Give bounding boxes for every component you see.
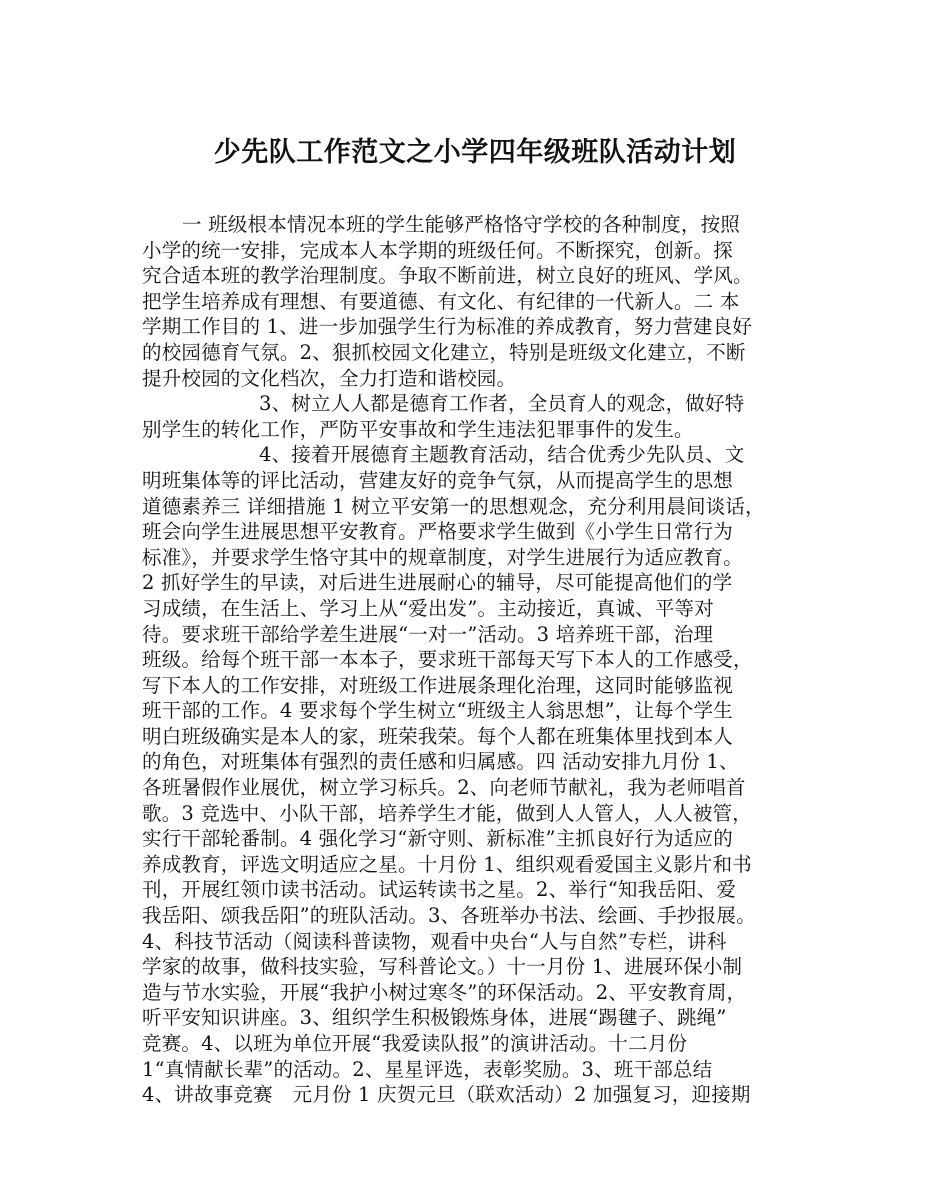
text-line: 学家的故事，做科技实验，写科普论文。）十一月份 1、进展环保小制 bbox=[142, 955, 743, 979]
text-line: 2 抓好学生的早读，对后进生进展耐心的辅导，尽可能提高他们的学 bbox=[142, 571, 733, 595]
text-line: 4、接着开展德育主题教育活动，结合优秀少先队员、文 bbox=[259, 443, 745, 467]
text-line: 把学生培养成有理想、有要道德、有文化、有纪律的一代新人。二 本 bbox=[142, 289, 740, 313]
text-line: 3、树立人人都是德育工作者，全员育人的观念，做好特 bbox=[259, 392, 745, 416]
text-line: 道德素养三 详细措施 1 树立平安第一的思想观念，充分利用晨间谈话， bbox=[142, 494, 765, 518]
text-line: 的校园德育气氛。2、狠抓校园文化建立，特别是班级文化建立，不断 bbox=[142, 340, 746, 364]
text-line: 写下本人的工作安排，对班级工作进展条理化治理，这同时能够监视 bbox=[142, 673, 734, 697]
text-line: 的角色，对班集体有强烈的责任感和归属感。四 活动安排九月份 1、 bbox=[142, 750, 739, 774]
text-line: 造与节水实验，开展“我护小树过寒冬”的环保活动。2、平安教育周， bbox=[142, 980, 747, 1004]
text-line: 明班集体等的评比活动，营建友好的竞争气氛，从而提高学生的思想 bbox=[142, 468, 734, 492]
text-line: 刊，开展红领巾读书活动。试运转读书之星。2、举行“知我岳阳、爱 bbox=[142, 878, 737, 902]
text-line: 标准》，并要求学生恪守其中的规章制度，对学生进展行为适应教育。 bbox=[142, 545, 743, 569]
text-line: 班级。给每个班干部一本本子，要求班干部每天写下本人的工作感受， bbox=[142, 648, 753, 672]
text-line: 别学生的转化工作，严防平安事故和学生违法犯罪事件的发生。 bbox=[142, 417, 694, 441]
text-line: 待。要求班干部给学差生进展“一对一”活动。3 培养班干部，治理 bbox=[142, 622, 714, 646]
text-line: 班干部的工作。4 要求每个学生树立“班级主人翁思想”，让每个学生 bbox=[142, 699, 733, 723]
text-line: 班会向学生进展思想平安教育。严格要求学生做到《小学生日常行为 bbox=[142, 520, 734, 544]
text-line: 学期工作目的 1、进一步加强学生行为标准的养成教育，努力营建良好 bbox=[142, 315, 753, 339]
text-line: 明白班级确实是本人的家，班荣我荣。每个人都在班集体里找到本人 bbox=[142, 724, 734, 748]
document-title: 少先队工作范文之小学四年级班队活动计划 bbox=[213, 137, 737, 168]
text-line: 4、讲故事竞赛 元月份 1 庆贺元旦（联欢活动）2 加强复习，迎接期 bbox=[142, 1083, 751, 1107]
text-line: 习成绩，在生活上、学习上从“爱出发”。主动接近，真诚、平等对 bbox=[142, 596, 714, 620]
text-line: 养成教育，评选文明适应之星。十月份 1、组织观看爱国主义影片和书 bbox=[142, 852, 753, 876]
text-line: 提升校园的文化档次，全力打造和谐校园。 bbox=[142, 366, 517, 390]
text-line: 各班暑假作业展优，树立学习标兵。2、向老师节献礼，我为老师唱首 bbox=[142, 776, 746, 800]
document-body bbox=[142, 212, 832, 1108]
text-line: 实行干部轮番制。4 强化学习“新守则、新标准”主抓良好行为适应的 bbox=[142, 827, 733, 851]
text-line: 究合适本班的教学治理制度。争取不断前进，树立良好的班风、学风。 bbox=[142, 264, 753, 288]
text-line: 听平安知识讲座。3、组织学生积极锻炼身体，进展“踢毽子、跳绳” bbox=[142, 1006, 727, 1030]
text-line: 我岳阳、颂我岳阳”的班队活动。3、各班举办书法、绘画、手抄报展。 bbox=[142, 904, 756, 928]
text-line: 4、科技节活动（阅读科普读物，观看中央台“人与自然”专栏，讲科 bbox=[142, 929, 727, 953]
text-line: 1“真情献长辈”的活动。2、星星评选，表彰奖励。3、班干部总结 bbox=[142, 1057, 713, 1081]
text-line: 一 班级根本情况本班的学生能够严格恪守学校的各种制度，按照 bbox=[182, 213, 740, 236]
text-line: 小学的统一安排，完成本人本学期的班级任何。不断探究，创新。探 bbox=[142, 238, 734, 262]
text-line: 竞赛。4、以班为单位开展“我爱读队报”的演讲活动。十二月份 bbox=[142, 1032, 688, 1055]
text-line: 歌。3 竞选中、小队干部，培养学生才能，做到人人管人，人人被管， bbox=[142, 801, 753, 825]
